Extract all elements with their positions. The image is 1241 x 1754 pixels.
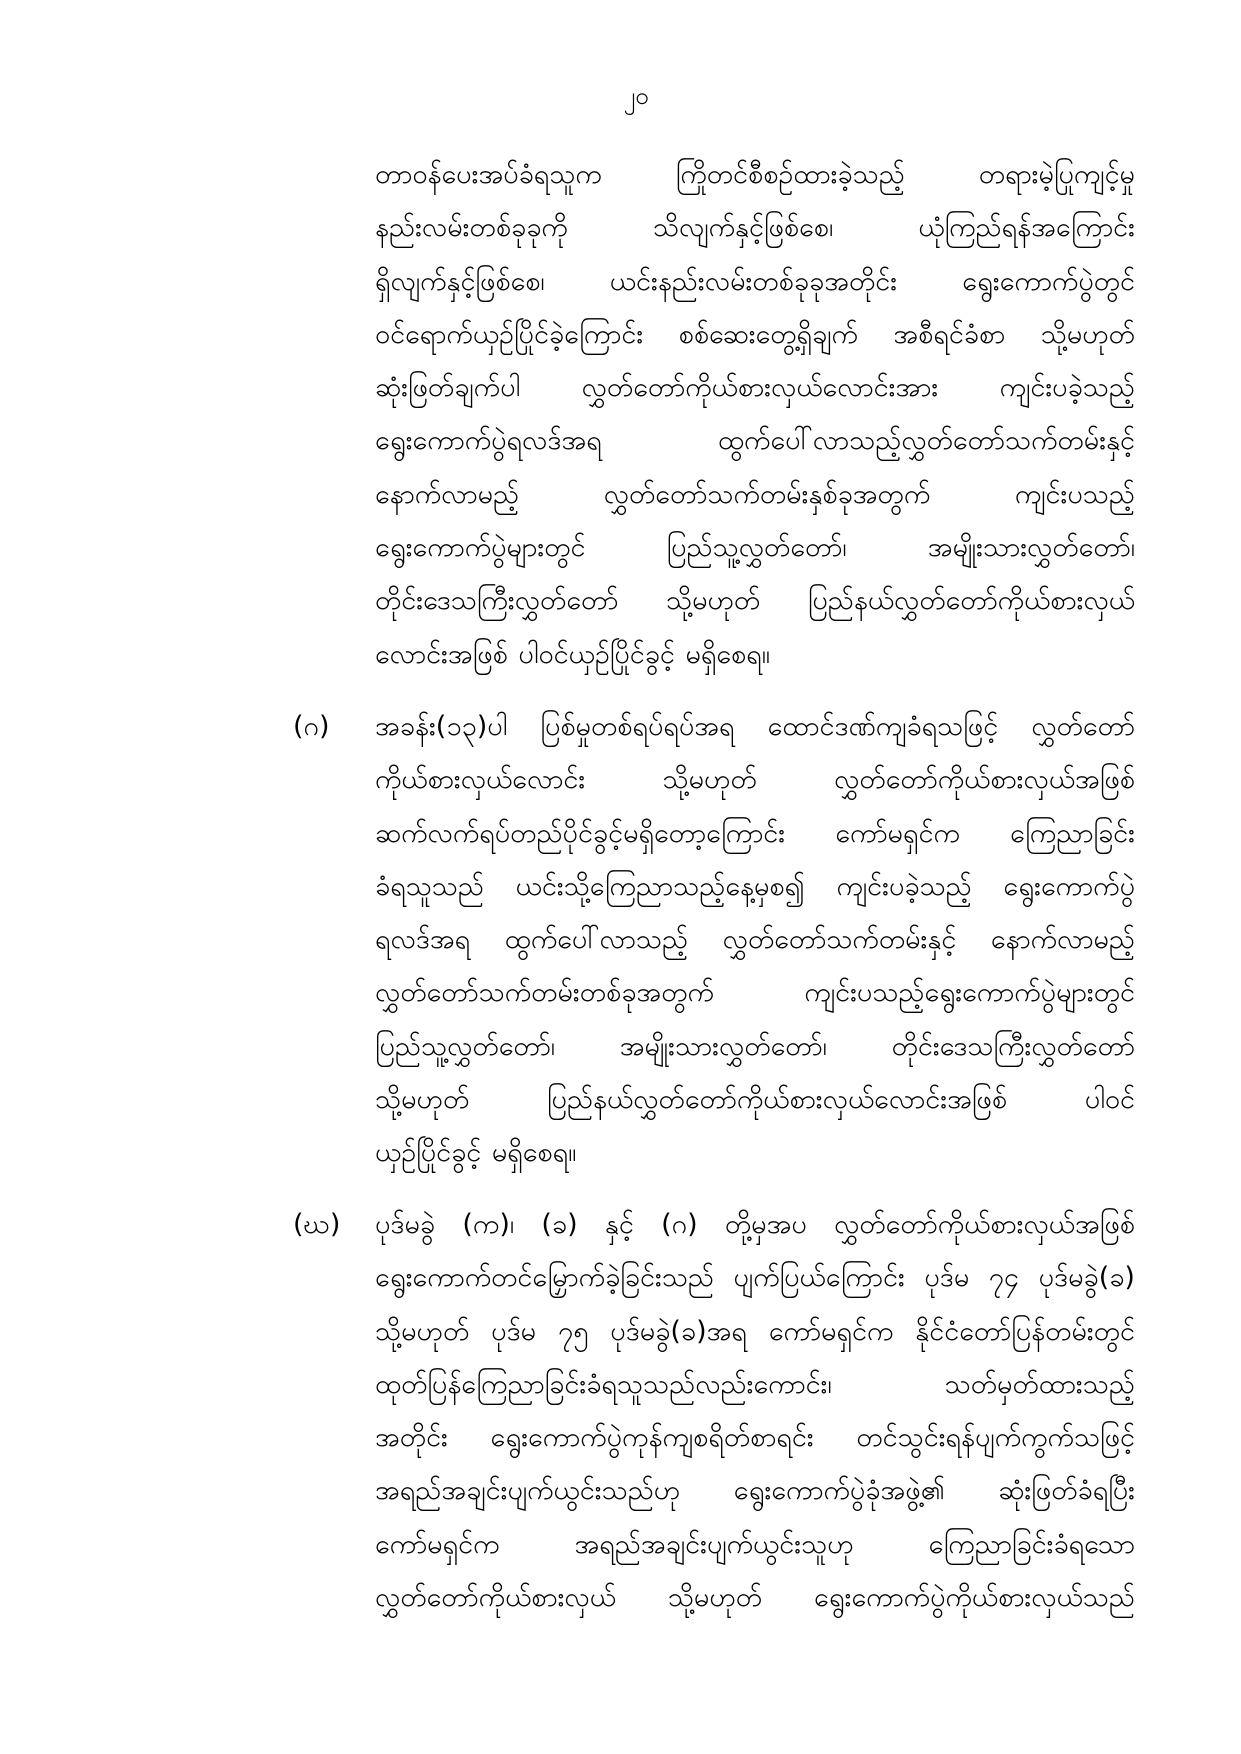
text-line xyxy=(375,361,1135,414)
word: တိုင်းဒေသကြီးလွှတ်တော် xyxy=(375,585,619,617)
word: ပြည်သူ့လွှတ်တော်၊ xyxy=(375,1030,556,1062)
word: နည်းလမ်းတစ်ခုခုကို xyxy=(375,212,568,244)
word: အစီရင်ခံစာ xyxy=(893,318,1006,350)
word: အခန်း(၁၃)ပါ xyxy=(375,711,508,742)
word: ထုတ်ပြန်ကြေညာခြင်းခံရသူသည်လည်းကောင်း၊ xyxy=(375,1368,832,1400)
word: ရွေးကောက်တင်မြှောက်ခဲ့ခြင်းသည် xyxy=(375,1262,715,1294)
word: လွှတ်တော်ကိုယ်စားလှယ်လောင်းအား xyxy=(581,372,939,404)
word: စစ်ဆေးတွေ့ရှိချက် xyxy=(678,318,858,350)
word: ယုံကြည်ရန်အကြောင်း xyxy=(918,212,1135,244)
word: ရွေးကောက်ပွဲကုန်ကျစရိတ်စာရင်း xyxy=(490,1422,814,1454)
word: တို့မှအပ xyxy=(724,1209,807,1240)
word: ကော်မရှင်က xyxy=(835,817,960,849)
word: ပုဒ်မခွဲ(ခ)အရ xyxy=(610,1315,747,1347)
word: (ဂ) xyxy=(661,1209,698,1240)
word: ရွေးကောက်ပွဲများတွင် xyxy=(375,532,586,564)
word: နောက်လာမည့် xyxy=(990,924,1135,956)
word: ယင်းသို့ကြေညာသည့်နေ့မှစ၍ xyxy=(515,870,805,902)
word: ပြည်နယ်လွှတ်တော်ကိုယ်စားလှယ်လောင်းအဖြစ် xyxy=(547,1084,1008,1116)
word: ပုဒ်မခွဲ(ခ) xyxy=(1038,1262,1135,1294)
word: အရည်အချင်းပျက်ယွင်းသည်ဟု xyxy=(375,1475,681,1507)
word: ကျင်းပသည့် xyxy=(1014,478,1135,510)
word: အမျိုးသားလွှတ်တော်၊ xyxy=(619,1030,827,1062)
word: ကော်မရှင်က xyxy=(375,1528,500,1560)
text-line xyxy=(375,574,1135,627)
text-line xyxy=(375,521,1135,574)
word: ရွေးကောက်ပွဲခုံအဖွဲ့၏ xyxy=(733,1475,945,1507)
word: ကော်မရှင်က xyxy=(768,1315,894,1347)
word: ကိုယ်စားလှယ်လောင်း xyxy=(375,764,586,796)
text-line xyxy=(375,148,1135,201)
word: ထွက်ပေါ်လာသည့် xyxy=(504,924,689,956)
paragraph-gha xyxy=(293,1198,1135,1624)
text-line xyxy=(375,1020,1135,1073)
word: အမျိုးသားလွှတ်တော်၊ xyxy=(927,532,1135,564)
text-line xyxy=(375,966,1135,1019)
word: ပုဒ်မခွဲ xyxy=(375,1209,436,1240)
word: (က)၊ xyxy=(462,1209,515,1240)
word: လွှတ်တော်ကိုယ်စားလှယ်အဖြစ် xyxy=(834,1209,1135,1240)
text-line xyxy=(375,1411,1135,1464)
text-line xyxy=(375,1518,1135,1571)
text-line xyxy=(375,860,1135,913)
word: ခံရသူသည် xyxy=(375,870,485,902)
paragraph-label: (ဂ) xyxy=(293,711,330,742)
word: သို့မဟုတ် xyxy=(667,1582,763,1614)
word: ကျင်းပခဲ့သည့် xyxy=(836,870,972,902)
word: သို့မဟုတ် xyxy=(665,585,761,617)
text-line: လောင်းအဖြစ် ပါဝင်ယှဉ်ပြိုင်ခွင့် မရှိစေရ။ xyxy=(375,638,770,670)
text-line xyxy=(375,201,1135,254)
word: ထောင်ဒဏ်ကျခံရသဖြင့် xyxy=(767,711,999,742)
text-line xyxy=(375,1358,1135,1411)
word: ဆက်လက်ရပ်တည်ပိုင်ခွင့်မရှိတော့ကြောင်း xyxy=(375,817,786,849)
word: ပြည်နယ်လွှတ်တော်ကိုယ်စားလှယ် xyxy=(807,585,1135,617)
word: လွှတ်တော် xyxy=(1031,711,1135,742)
text-line xyxy=(375,308,1135,361)
word: ရွေးကောက်ပွဲတွင် xyxy=(962,265,1135,297)
text-line xyxy=(375,1571,1135,1624)
paragraph-ga xyxy=(293,700,1135,1180)
word: ပြည်သူ့လွှတ်တော်၊ xyxy=(666,532,847,564)
word: ကြေညာခြင်းခံရသော xyxy=(928,1528,1135,1560)
word: (ခ) xyxy=(541,1209,578,1240)
text-line: ယှဉ်ပြိုင်ခွင့် မရှိစေရ။ xyxy=(375,1137,577,1169)
paragraph-label: (ဃ) xyxy=(293,1209,341,1240)
word: ဆုံးဖြတ်ခံရပြီး xyxy=(998,1475,1135,1507)
word: သတ်မှတ်ထားသည့် xyxy=(944,1368,1135,1400)
word: သို့မဟုတ် xyxy=(662,764,757,796)
text-line xyxy=(375,753,1135,806)
word: ဝင်ရောက်ယှဉ်ပြိုင်ခဲ့ကြောင်း xyxy=(375,318,644,350)
word: လွှတ်တော်သက်တမ်းနှစ်ခုအတွက် xyxy=(603,478,931,510)
text-line xyxy=(375,807,1135,860)
word: ယင်းနည်းလမ်းတစ်ခုခုအတိုင်း xyxy=(609,265,898,297)
text-line xyxy=(375,1251,1135,1304)
word: ထွက်ပေါ်လာသည့်လွှတ်တော်သက်တမ်းနှင့် xyxy=(717,425,1135,457)
word: ပါဝင် xyxy=(1084,1084,1135,1116)
word: ကျင်းပခဲ့သည့် xyxy=(999,372,1135,404)
word: သို့မဟုတ် xyxy=(375,1084,470,1116)
word: ပုဒ်မ xyxy=(491,1315,537,1347)
word: ၇၄ xyxy=(988,1262,1020,1294)
word: သိလျက်နှင့်ဖြစ်စေ၊ xyxy=(652,212,834,244)
paragraph-continuation xyxy=(375,148,1135,681)
word: လွှတ်တော်သက်တမ်းတစ်ခုအတွက် xyxy=(375,977,714,1009)
word: ရွေးကောက်ပွဲကိုယ်စားလှယ်သည် xyxy=(813,1582,1135,1614)
word: ကျင်းပသည့်ရွေးကောက်ပွဲများတွင် xyxy=(804,977,1135,1009)
word: ကြိုတင်စီစဉ်ထားခဲ့သည့် xyxy=(675,159,905,190)
text-line xyxy=(375,255,1135,308)
text-line xyxy=(375,700,1135,753)
word: ၇၅ xyxy=(558,1315,589,1347)
word: ကြေညာခြင်း xyxy=(1010,817,1135,849)
word: တာဝန်ပေးအပ်ခံရသူက xyxy=(375,159,602,190)
text-line xyxy=(375,1464,1135,1517)
word: လွှတ်တော်ကိုယ်စားလှယ်အဖြစ် xyxy=(834,764,1135,796)
word: ရွေးကောက်ပွဲ xyxy=(1003,870,1135,902)
word: ပျက်ပြယ်ကြောင်း xyxy=(733,1262,905,1294)
word: ရှိလျက်နှင့်ဖြစ်စေ၊ xyxy=(375,265,545,297)
word: သို့မဟုတ် xyxy=(375,1315,470,1347)
word: တိုင်းဒေသကြီးလွှတ်တော် xyxy=(891,1030,1135,1062)
word: လွှတ်တော်သက်တမ်းနှင့် xyxy=(722,924,957,956)
word: ရွေးကောက်ပွဲရလဒ်အရ xyxy=(375,425,602,457)
word: နောက်လာမည့် xyxy=(375,478,520,510)
page-number: ၂၀ xyxy=(623,82,649,110)
text-line xyxy=(375,1305,1135,1358)
word: တင်သွင်းရန်ပျက်ကွက်သဖြင့် xyxy=(856,1422,1135,1454)
word: တရားမဲ့ပြုကျင့်မှု xyxy=(978,159,1135,190)
text-line xyxy=(375,1198,1135,1251)
word: ရလဒ်အရ xyxy=(375,924,471,956)
text-line xyxy=(375,468,1135,521)
word: လွှတ်တော်ကိုယ်စားလှယ် xyxy=(375,1582,616,1614)
word: သို့မဟုတ် xyxy=(1040,318,1135,350)
word: အရည်အချင်းပျက်ယွင်းသူဟု xyxy=(574,1528,854,1560)
text-line xyxy=(375,913,1135,966)
word: အတိုင်း xyxy=(375,1422,448,1454)
word: ပြစ်မှုတစ်ရပ်ရပ်အရ xyxy=(540,711,735,742)
word: နှင့် xyxy=(604,1209,634,1240)
text-line xyxy=(375,414,1135,467)
word: နိုင်ငံတော်ပြန်တမ်းတွင် xyxy=(915,1315,1135,1347)
word: ပုဒ်မ xyxy=(924,1262,970,1294)
text-line xyxy=(375,1073,1135,1126)
word: ဆုံးဖြတ်ချက်ပါ xyxy=(375,372,521,404)
